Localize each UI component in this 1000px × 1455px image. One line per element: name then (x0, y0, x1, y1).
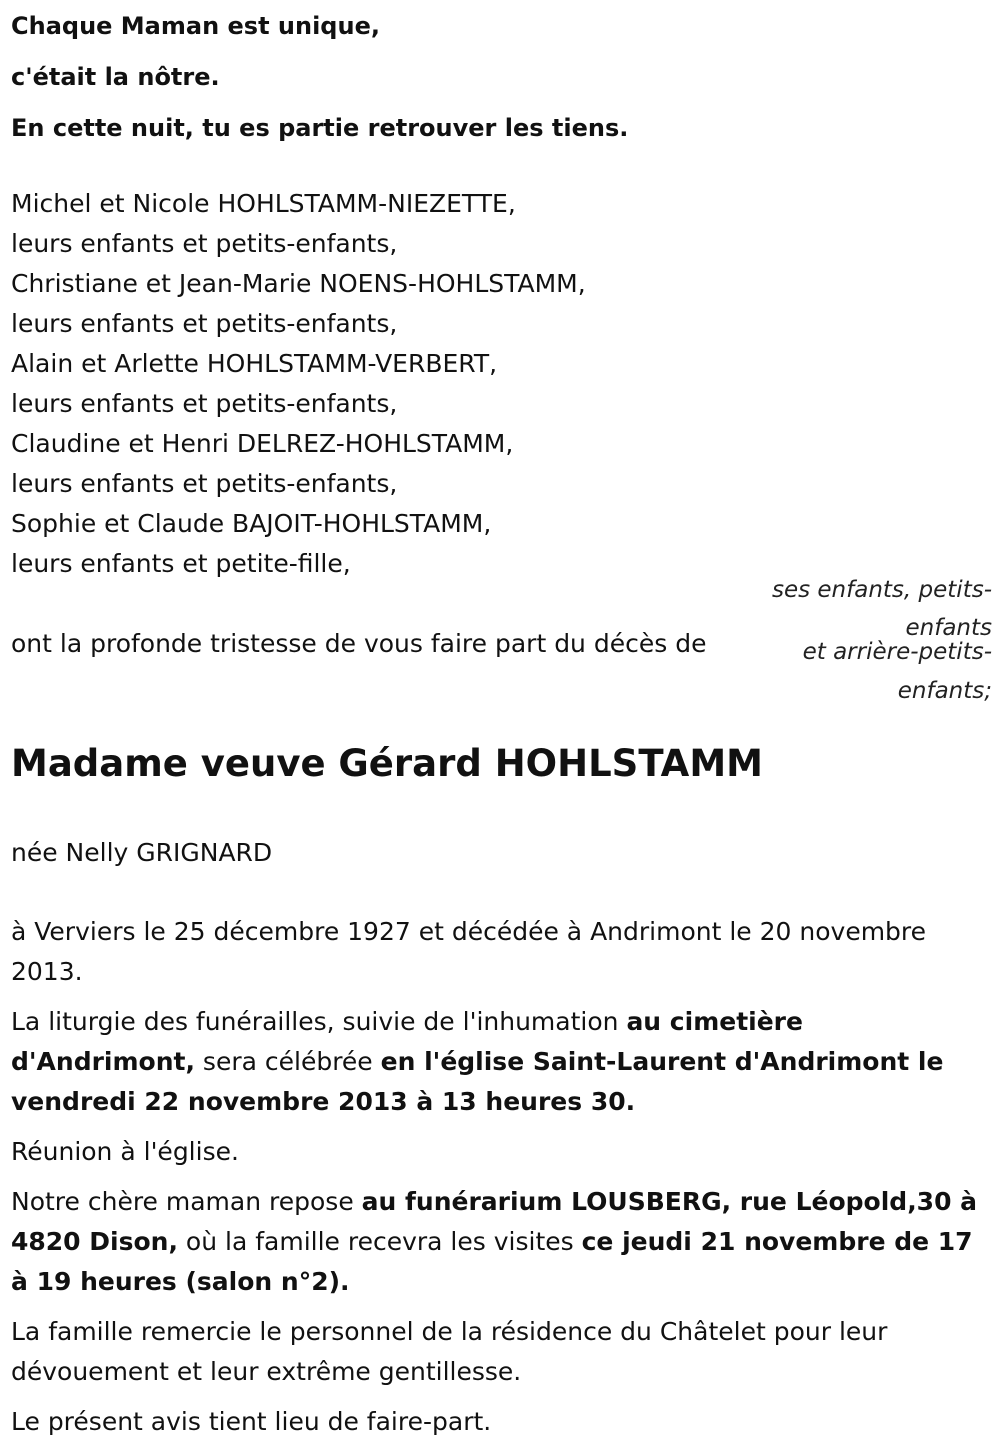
family-line: leurs enfants et petite-fille, (11, 549, 351, 578)
rest-text: Notre chère maman repose (11, 1187, 362, 1216)
family-line: leurs enfants et petits-enfants, (11, 389, 398, 418)
liturgy-paragraph (11, 1002, 993, 1122)
verse-line-2: c'était la nôtre. (11, 63, 220, 91)
rest-paragraph (11, 1182, 993, 1302)
family-line: leurs enfants et petits-enfants, (11, 229, 398, 258)
notice-body (11, 912, 993, 1452)
verse-line-3: En cette nuit, tu es partie retrouver les tiens. (11, 114, 629, 142)
family-list (11, 184, 586, 584)
maiden-name: née Nelly GRIGNARD (11, 838, 273, 867)
announcement-text: ont la profonde tristesse de vous faire part du décès de (11, 629, 707, 658)
ceremony-details: en l'église Saint-Laurent d'Andrimont le vendredi 22 novembre 2013 à 13 heures 30. (11, 1047, 944, 1116)
family-line: Alain et Arlette HOHLSTAMM-VERBERT, (11, 349, 498, 378)
liturgy-text-2: sera célébrée (194, 1047, 381, 1076)
verse-line-1: Chaque Maman est unique, (11, 12, 380, 40)
family-line: leurs enfants et petits-enfants, (11, 469, 398, 498)
notice-paragraph: Le présent avis tient lieu de faire-part. (11, 1407, 492, 1436)
descendants-line-3: et arrière-petits- (802, 639, 992, 665)
dates-paragraph: à Verviers le 25 décembre 1927 et décédée à Andrimont le 20 novembre 2013. (11, 917, 927, 986)
descendants-line-2: enfants (905, 615, 992, 641)
visiting-hours: ce jeudi 21 novembre de 17 à 19 heures (salon n°2). (11, 1227, 973, 1296)
rest-text-2: où la famille recevra les visites (177, 1227, 582, 1256)
cemetery-text: au cimetière d'Andrimont, (11, 1007, 803, 1076)
descendants-line-4: enfants; (897, 678, 992, 704)
family-line: Christiane et Jean-Marie NOENS-HOHLSTAMM, (11, 269, 586, 298)
descendants-line-1: ses enfants, petits- (771, 577, 992, 603)
meeting-paragraph: Réunion à l'église. (11, 1137, 239, 1166)
thanks-paragraph: La famille remercie le personnel de la résidence du Châtelet pour leur dévouement et leur extrême gentillesse. (11, 1317, 888, 1386)
family-line: Claudine et Henri DELREZ-HOHLSTAMM, (11, 429, 514, 458)
verse (11, 1, 628, 154)
family-line: leurs enfants et petits-enfants, (11, 309, 398, 338)
funeral-home: au funérarium LOUSBERG, rue Léopold,30 à 4820 Dison, (11, 1187, 978, 1256)
family-line: Michel et Nicole HOHLSTAMM-NIEZETTE, (11, 189, 516, 218)
deceased-name: Madame veuve Gérard HOHLSTAMM (11, 742, 763, 785)
liturgy-text: La liturgie des funérailles, suivie de l'inhumation (11, 1007, 627, 1036)
family-line: Sophie et Claude BAJOIT-HOHLSTAMM, (11, 509, 492, 538)
